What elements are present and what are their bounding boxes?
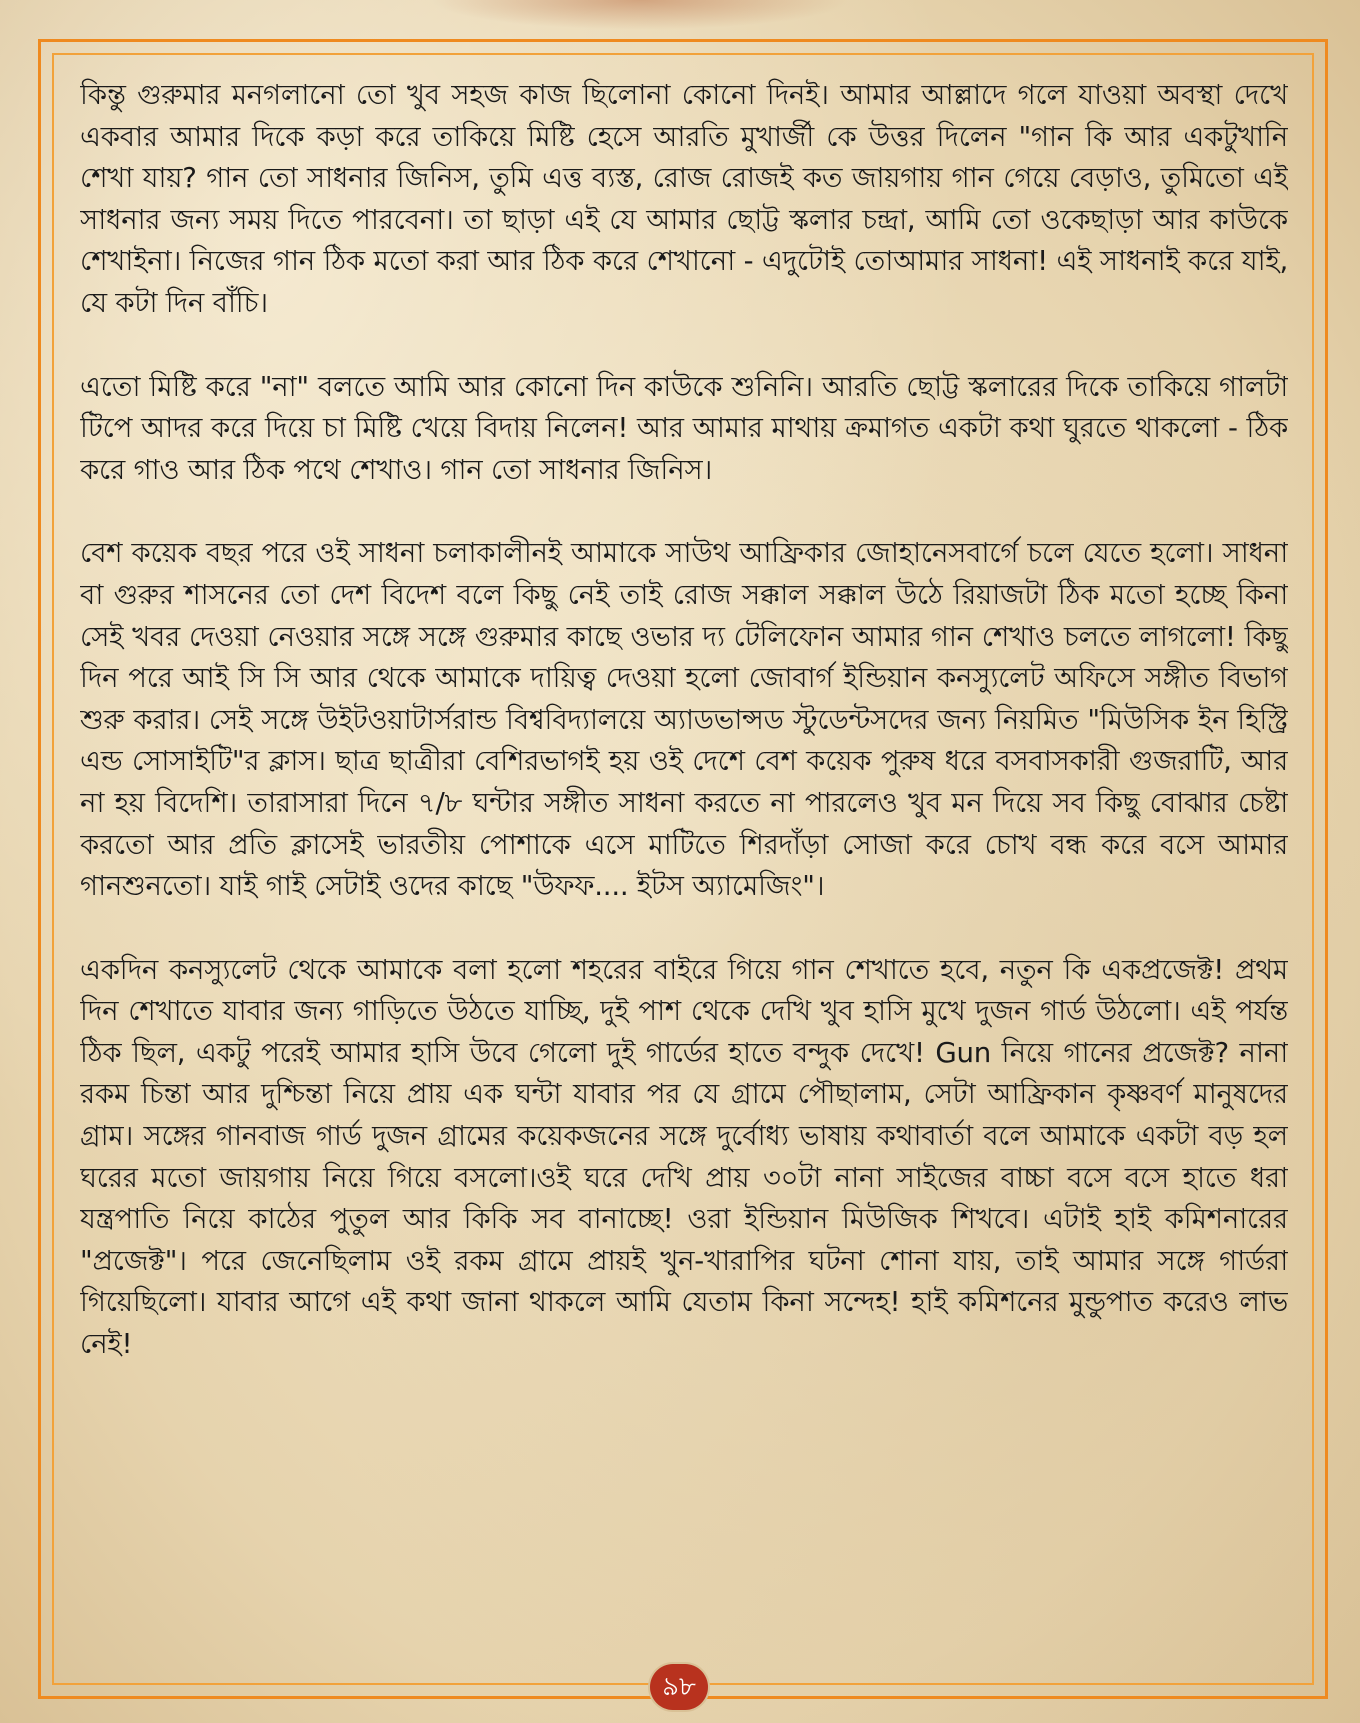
paragraph-2: এতো মিষ্টি করে "না" বলতে আমি আর কোনো দিন কাউকে শুনিনি। আরতি ছোট্ট স্কলারের দিকে তাকিয়ে গালটা টিপে আদর করে দিয়ে চা মিষ্টি খেয়ে বিদায় নিলেন! আর আমার মাথায় ক্রমাগত একটা কথা ঘুরতে থাকলো - ঠিক করে গাও আর ঠিক পথে শেখাও। গান তো সাধনার জিনিস। [80,369,1288,486]
paragraph-4: একদিন কনস্যুলেট থেকে আমাকে বলা হলো শহরের বাইরে গিয়ে গান শেখাতে হবে, নতুন কি একপ্রজেক্ট! প্রথম দিন শেখাতে যাবার জন্য গাড়িতে উঠতে যাচ্ছি, দুই পাশ থেকে দেখি খুব হাসি মুখে দুজন গার্ড উঠলো। এই পর্যন্ত ঠিক ছিল, একটু পরেই আমার হাসি উবে গেলো দুই গার্ডের হাতে বন্দুক দেখে! Gun নিয়ে গানের প্রজেক্ট? নানা রকম চিন্তা আর দুশ্চিন্তা নিয়ে প্রায় এক ঘন্টা যাবার পর যে গ্রামে পৌছালাম, সেটা আফ্রিকান কৃষ্ণবর্ণ মানুষদের গ্রাম। সঙ্গের গানবাজ গার্ড দুজন গ্রামের কয়েকজনের সঙ্গে দুর্বোধ্য ভাষায় কথাবার্তা বলে আমাকে একটা বড় হল ঘরের মতো জায়গায় নিয়ে গিয়ে বসলো।ওই ঘরে দেখি প্রায় ৩০টা নানা সাইজের বাচ্চা বসে বসে হাতে ধরা যন্ত্রপাতি নিয়ে কাঠের পুতুল আর কিকি সব বানাচ্ছে! ওরা ইন্ডিয়ান মিউজিক শিখবে। এটাই হাই কমিশনারের "প্রজেক্ট"। পরে জেনেছিলাম ওই রকম গ্রামে প্রায়ই খুন-খারাপির ঘটনা শোনা যায়, তাই আমার সঙ্গে গার্ডরা গিয়েছিলো। যাবার আগে এই কথা জানা থাকলে আমি যেতাম কিনা সন্দেহ! হাই কমিশনের মুন্ডুপাত করেও লাভ নেই! [80,952,1288,1361]
paper-stain [430,0,850,30]
page-number-badge: ৯৮ [650,1664,708,1710]
article-body [80,74,1288,1654]
paragraph-3: বেশ কয়েক বছর পরে ওই সাধনা চলাকালীনই আমাকে সাউথ আফ্রিকার জোহানেসবার্গে চলে যেতে হলো। সাধনা বা গুরুর শাসনের তো দেশ বিদেশ বলে কিছু নেই তাই রোজ সক্কাল সক্কাল উঠে রিয়াজটা ঠিক মতো হচ্ছে কিনা সেই খবর দেওয়া নেওয়ার সঙ্গে সঙ্গে গুরুমার কাছে ওভার দ্য টেলিফোন আমার গান শেখাও চলতে লাগলো! কিছু দিন পরে আই সি সি আর থেকে আমাকে দায়িত্ব দেওয়া হলো জোবার্গ ইন্ডিয়ান কনস্যুলেট অফিসে সঙ্গীত বিভাগ শুরু করার। সেই সঙ্গে উইটওয়াটার্সরান্ড বিশ্ববিদ্যালয়ে অ্যাডভান্সড স্টুডেন্টসদের জন্য নিয়মিত "মিউসিক ইন হিস্ট্রি এন্ড সোসাইটি"র ক্লাস। ছাত্র ছাত্রীরা বেশিরভাগই হয় ওই দেশে বেশ কয়েক পুরুষ ধরে বসবাসকারী গুজরাটি, আর না হয় বিদেশি। তারাসারা দিনে ৭/৮ ঘন্টার সঙ্গীত সাধনা করতে না পারলেও খুব মন দিয়ে সব কিছু বোঝার চেষ্টা করতো আর প্রতি ক্লাসেই ভারতীয় পোশাকে এসে মাটিতে শিরদাঁড়া সোজা করে চোখ বন্ধ করে বসে আমার গানশুনতো। যাই গাই সেটাই ওদের কাছে "উফফ.... ইটস অ্যামেজিং"। [80,536,1288,903]
paragraph-1: কিন্তু গুরুমার মনগলানো তো খুব সহজ কাজ ছিলোনা কোনো দিনই। আমার আল্লাদে গলে যাওয়া অবস্থা দেখে একবার আমার দিকে কড়া করে তাকিয়ে মিষ্টি হেসে আরতি মুখার্জী কে উত্তর দিলেন "গান কি আর একটুখানি শেখা যায়? গান তো সাধনার জিনিস, তুমি এত্ত ব্যস্ত, রোজ রোজই কত জায়গায় গান গেয়ে বেড়াও, তুমিতো এই সাধনার জন্য সময় দিতে পারবেনা। তা ছাড়া এই যে আমার ছোট্ট স্কলার চন্দ্রা, আমি তো ওকেছাড়া আর কাউকে শেখাইনা। নিজের গান ঠিক মতো করা আর ঠিক করে শেখানো - এদুটোই তোআমার সাধনা! এই সাধনাই করে যাই, যে কটা দিন বাঁচি। [80,78,1288,319]
